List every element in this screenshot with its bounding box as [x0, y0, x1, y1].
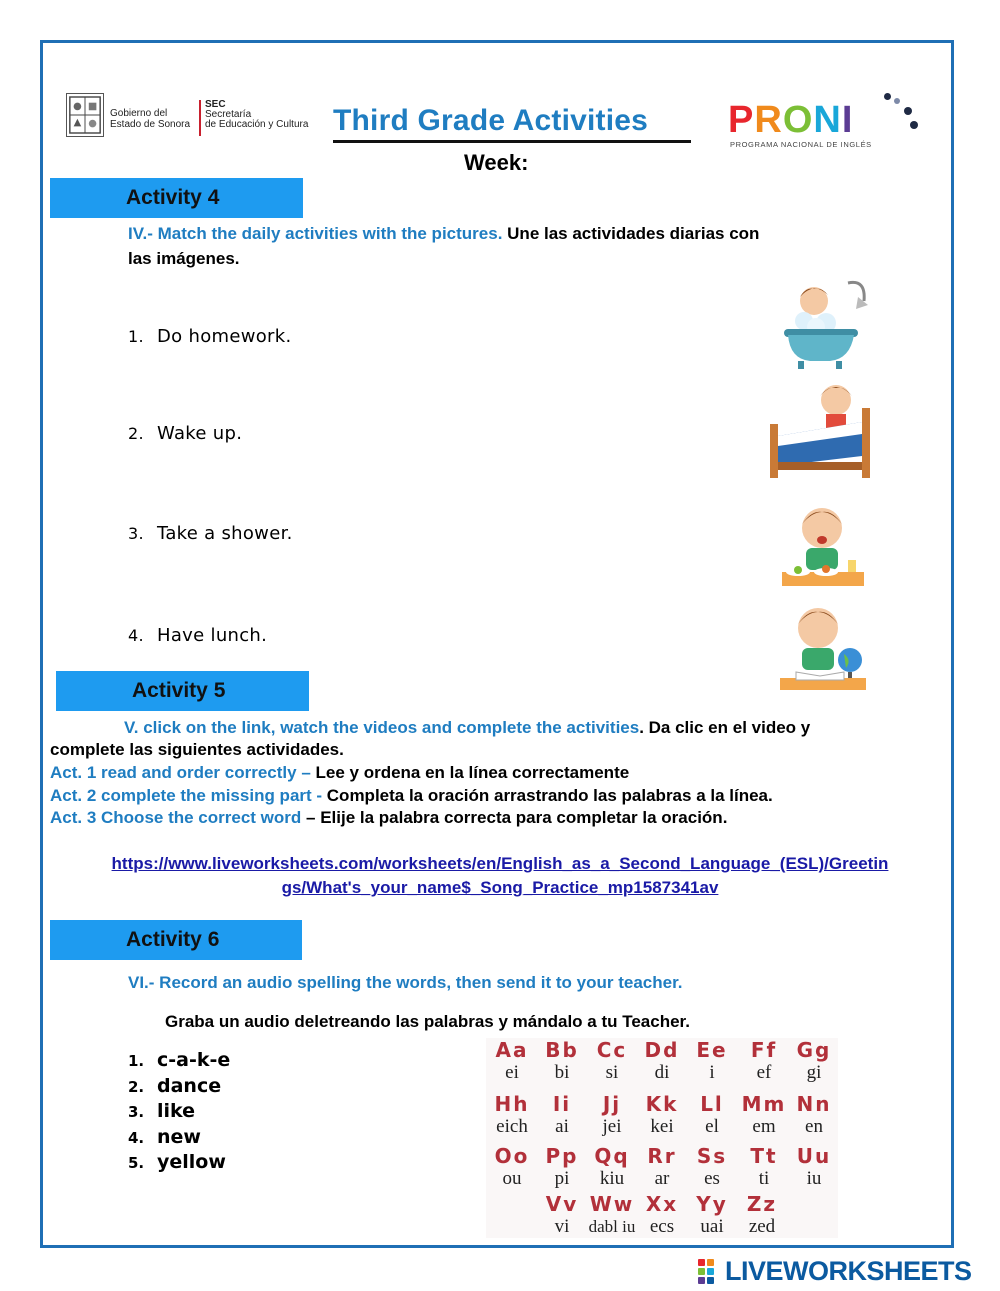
act-1-line — [50, 762, 629, 784]
alphabet-letter-pronunciation: ef — [756, 1062, 772, 1083]
page-title: Third Grade Activities — [333, 104, 649, 137]
sec-line-1: SEC — [205, 99, 226, 110]
alphabet-letter-pronunciation: ei — [505, 1062, 519, 1083]
liveworksheets-wordmark: LIVEWORKSHEETS — [725, 1256, 972, 1286]
proni-wordmark — [728, 101, 853, 139]
activity-6-instruction-es: Graba un audio deletreando las palabras y mándalo a tu Teacher. — [165, 1012, 690, 1031]
alphabet-letter-pronunciation: em — [752, 1116, 776, 1137]
act-2-en: Act. 2 complete the missing part - — [50, 786, 327, 805]
alphabet-letter-c — [586, 1038, 638, 1084]
activity-5-instruction-en: V. click on the link, watch the videos and complete the activities — [124, 718, 640, 737]
alphabet-letter-m — [738, 1092, 790, 1138]
alphabet-letter-v — [536, 1192, 588, 1238]
spelling-word — [128, 1074, 230, 1100]
alphabet-letter-g — [788, 1038, 840, 1084]
homework-picture[interactable] — [770, 598, 870, 698]
alphabet-letter-pronunciation: kiu — [599, 1168, 625, 1189]
item-number: 4. — [128, 626, 144, 645]
video-link-line-1[interactable]: https://www.liveworksheets.com/worksheets/en/English_as_a_Second_Language_(ESL)/Greetin — [111, 854, 889, 873]
title-underline — [333, 140, 691, 143]
word-text: dance — [157, 1074, 222, 1097]
sec-line-2: Secretaría — [205, 109, 252, 120]
alphabet-letter-pronunciation: zed — [748, 1216, 776, 1237]
gobierno-line-2: Estado de Sonora — [110, 119, 191, 130]
activity-4-label: Activity 4 — [126, 186, 220, 209]
week-label: Week: — [464, 150, 529, 175]
alphabet-letter-glyph: Ff — [750, 1038, 778, 1062]
alphabet-letter-glyph: Rr — [647, 1144, 677, 1168]
act-3-dash: – — [306, 808, 321, 827]
item-number: 3. — [128, 524, 144, 543]
proni-logo — [728, 93, 923, 153]
spelling-word — [128, 1099, 230, 1125]
alphabet-letter-i — [536, 1092, 588, 1138]
alphabet-letter-pronunciation: ecs — [649, 1216, 675, 1237]
activity-5-instruction-line-2: complete las siguientes actividades. — [50, 740, 344, 759]
act-3-line — [50, 807, 727, 829]
alphabet-letter-glyph: Hh — [494, 1092, 530, 1116]
bath-picture[interactable] — [770, 275, 870, 375]
activity-4-instruction-en: IV.- Match the daily activities with the pictures. — [128, 224, 503, 243]
activity-6-label: Activity 6 — [126, 928, 220, 951]
alphabet-letter-glyph: Xx — [645, 1192, 679, 1216]
item-text: Have lunch. — [157, 625, 268, 646]
alphabet-letter-u — [788, 1144, 840, 1190]
activity-4-instruction — [128, 221, 768, 271]
alphabet-letter-pronunciation: eich — [496, 1116, 528, 1137]
alphabet-letter-glyph: Bb — [545, 1038, 579, 1062]
alphabet-letter-q — [586, 1144, 638, 1190]
alphabet-letter-glyph: Jj — [602, 1092, 622, 1116]
alphabet-letter-o — [486, 1144, 538, 1190]
alphabet-letter-h — [486, 1092, 538, 1138]
alphabet-letter-glyph: Tt — [750, 1144, 778, 1168]
gobierno-crest-icon — [66, 93, 104, 137]
alphabet-letter-pronunciation: en — [805, 1116, 823, 1137]
word-number: 4. — [128, 1128, 145, 1147]
alphabet-letter-glyph: Gg — [796, 1038, 832, 1062]
activity-5-instruction — [124, 717, 810, 739]
activity-6-instruction-en: VI.- Record an audio spelling the words, then send it to your teacher. — [128, 973, 683, 992]
alphabet-letter-pronunciation: iu — [806, 1168, 822, 1189]
gobierno-line-1: Gobierno del — [110, 108, 168, 119]
word-number: 1. — [128, 1052, 145, 1070]
act-2-line — [50, 785, 773, 807]
word-number: 5. — [128, 1154, 145, 1172]
proni-letter-o: O — [782, 99, 814, 141]
video-link-line-2[interactable]: gs/What's_your_name$_Song_Practice_mp1587341av — [281, 878, 719, 897]
alphabet-letter-f — [738, 1038, 790, 1084]
alphabet-letter-pronunciation: uai — [700, 1216, 724, 1237]
alphabet-letter-glyph: Yy — [696, 1192, 728, 1216]
spelling-word — [128, 1048, 230, 1074]
alphabet-letter-glyph: Nn — [796, 1092, 832, 1116]
alphabet-letter-z — [736, 1192, 788, 1238]
alphabet-letter-n — [788, 1092, 840, 1138]
sec-line-3: de Educación y Cultura — [205, 119, 309, 130]
alphabet-letter-j — [586, 1092, 638, 1138]
alphabet-letter-glyph: Zz — [746, 1192, 778, 1216]
alphabet-letter-glyph: Vv — [545, 1192, 579, 1216]
alphabet-letter-glyph: Ww — [589, 1192, 635, 1216]
alphabet-letter-pronunciation: jei — [602, 1116, 622, 1137]
word-text: like — [157, 1100, 196, 1122]
alphabet-letter-glyph: Ee — [696, 1038, 728, 1062]
alphabet-letter-pronunciation: dabl iu — [588, 1217, 636, 1236]
alphabet-letter-glyph: Mm — [741, 1092, 787, 1116]
alphabet-letter-pronunciation: el — [705, 1116, 719, 1137]
proni-subtitle: PROGRAMA NACIONAL DE INGLÉS — [730, 140, 872, 149]
alphabet-letter-pronunciation: ou — [502, 1168, 522, 1189]
alphabet-letter-r — [636, 1144, 688, 1190]
alphabet-letter-pronunciation: vi — [554, 1216, 570, 1237]
alphabet-letter-y — [686, 1192, 738, 1238]
act-1-en: Act. 1 read and order correctly – — [50, 763, 316, 782]
activity-4-item — [128, 326, 292, 347]
activity-5-banner — [56, 671, 309, 711]
word-text: yellow — [157, 1151, 226, 1173]
alphabet-letter-w — [586, 1192, 638, 1238]
alphabet-letter-glyph: Ss — [696, 1144, 728, 1168]
alphabet-letter-t — [738, 1144, 790, 1190]
alphabet-letter-pronunciation: bi — [554, 1062, 570, 1083]
item-text: Take a shower. — [157, 523, 293, 544]
spelling-word — [128, 1150, 230, 1176]
alphabet-letter-pronunciation: es — [704, 1168, 720, 1189]
alphabet-letter-glyph: Cc — [596, 1038, 628, 1062]
item-text: Do homework. — [157, 326, 292, 347]
alphabet-letter-pronunciation: i — [709, 1062, 715, 1083]
alphabet-letter-glyph: Dd — [644, 1038, 680, 1062]
word-text: new — [157, 1125, 201, 1148]
alphabet-letter-glyph: Ll — [700, 1092, 724, 1116]
activity-4-instruction-es: Une las actividades diarias con las imágenes. — [128, 224, 760, 268]
activity-6-banner — [50, 920, 302, 960]
proni-letter-p: P — [728, 99, 755, 141]
alphabet-letter-a — [486, 1038, 538, 1084]
activity-4-item — [128, 423, 242, 444]
proni-letter-r: R — [754, 99, 783, 141]
bed-picture[interactable] — [770, 378, 870, 478]
activity-5-instruction-es: . Da clic en el video y — [639, 718, 811, 737]
activity-5-label: Activity 5 — [132, 679, 226, 702]
item-number: 1. — [128, 327, 144, 346]
alphabet-letter-pronunciation: ai — [555, 1116, 569, 1137]
word-text: c-a-k-e — [157, 1049, 231, 1071]
alphabet-letter-pronunciation: ti — [758, 1168, 770, 1189]
act-2-es: Completa la oración arrastrando las palabras a la línea. — [326, 786, 773, 805]
act-3-es: Elije la palabra correcta para completar la oración. — [320, 808, 728, 827]
gobierno-label — [110, 108, 190, 130]
alphabet-letter-k — [636, 1092, 688, 1138]
word-number: 2. — [128, 1077, 145, 1096]
act-1-es: Lee y ordena en la línea correctamente — [315, 763, 630, 782]
spelling-word — [128, 1125, 230, 1151]
alphabet-letter-pronunciation: gi — [806, 1062, 822, 1083]
alphabet-letter-glyph: Qq — [594, 1144, 630, 1168]
alphabet-letter-s — [686, 1144, 738, 1190]
alphabet-letter-pronunciation: ar — [654, 1168, 670, 1189]
alphabet-letter-glyph: Aa — [495, 1038, 529, 1062]
alphabet-letter-pronunciation: di — [654, 1062, 670, 1083]
activity-4-item — [128, 625, 267, 646]
activity-4-item — [128, 523, 293, 544]
video-link[interactable] — [50, 852, 950, 900]
alphabet-letter-pronunciation: kei — [650, 1116, 674, 1137]
lunch-picture[interactable] — [770, 498, 870, 598]
alphabet-letter-x — [636, 1192, 688, 1238]
alphabet-letter-l — [686, 1092, 738, 1138]
alphabet-letter-b — [536, 1038, 588, 1084]
sec-divider — [199, 100, 201, 136]
spelling-word-list — [128, 1048, 230, 1176]
proni-letter-n: N — [813, 99, 842, 141]
alphabet-letter-d — [636, 1038, 688, 1084]
act-3-en: Act. 3 Choose the correct word — [50, 808, 306, 827]
item-text: Wake up. — [157, 423, 243, 444]
word-number: 3. — [128, 1103, 145, 1121]
alphabet-letter-pronunciation: si — [605, 1062, 619, 1083]
activity-4-banner — [50, 178, 303, 218]
sec-label — [205, 100, 308, 130]
alphabet-letter-glyph: Oo — [494, 1144, 530, 1168]
proni-letter-i: I — [841, 99, 854, 141]
alphabet-letter-glyph: Uu — [796, 1144, 832, 1168]
alphabet-letter-e — [686, 1038, 738, 1084]
alphabet-chart — [486, 1038, 838, 1238]
item-number: 2. — [128, 424, 144, 443]
alphabet-letter-glyph: Pp — [545, 1144, 579, 1168]
alphabet-letter-p — [536, 1144, 588, 1190]
alphabet-letter-glyph: Kk — [645, 1092, 679, 1116]
alphabet-letter-pronunciation: pi — [554, 1168, 570, 1189]
alphabet-letter-glyph: Ii — [552, 1092, 572, 1116]
